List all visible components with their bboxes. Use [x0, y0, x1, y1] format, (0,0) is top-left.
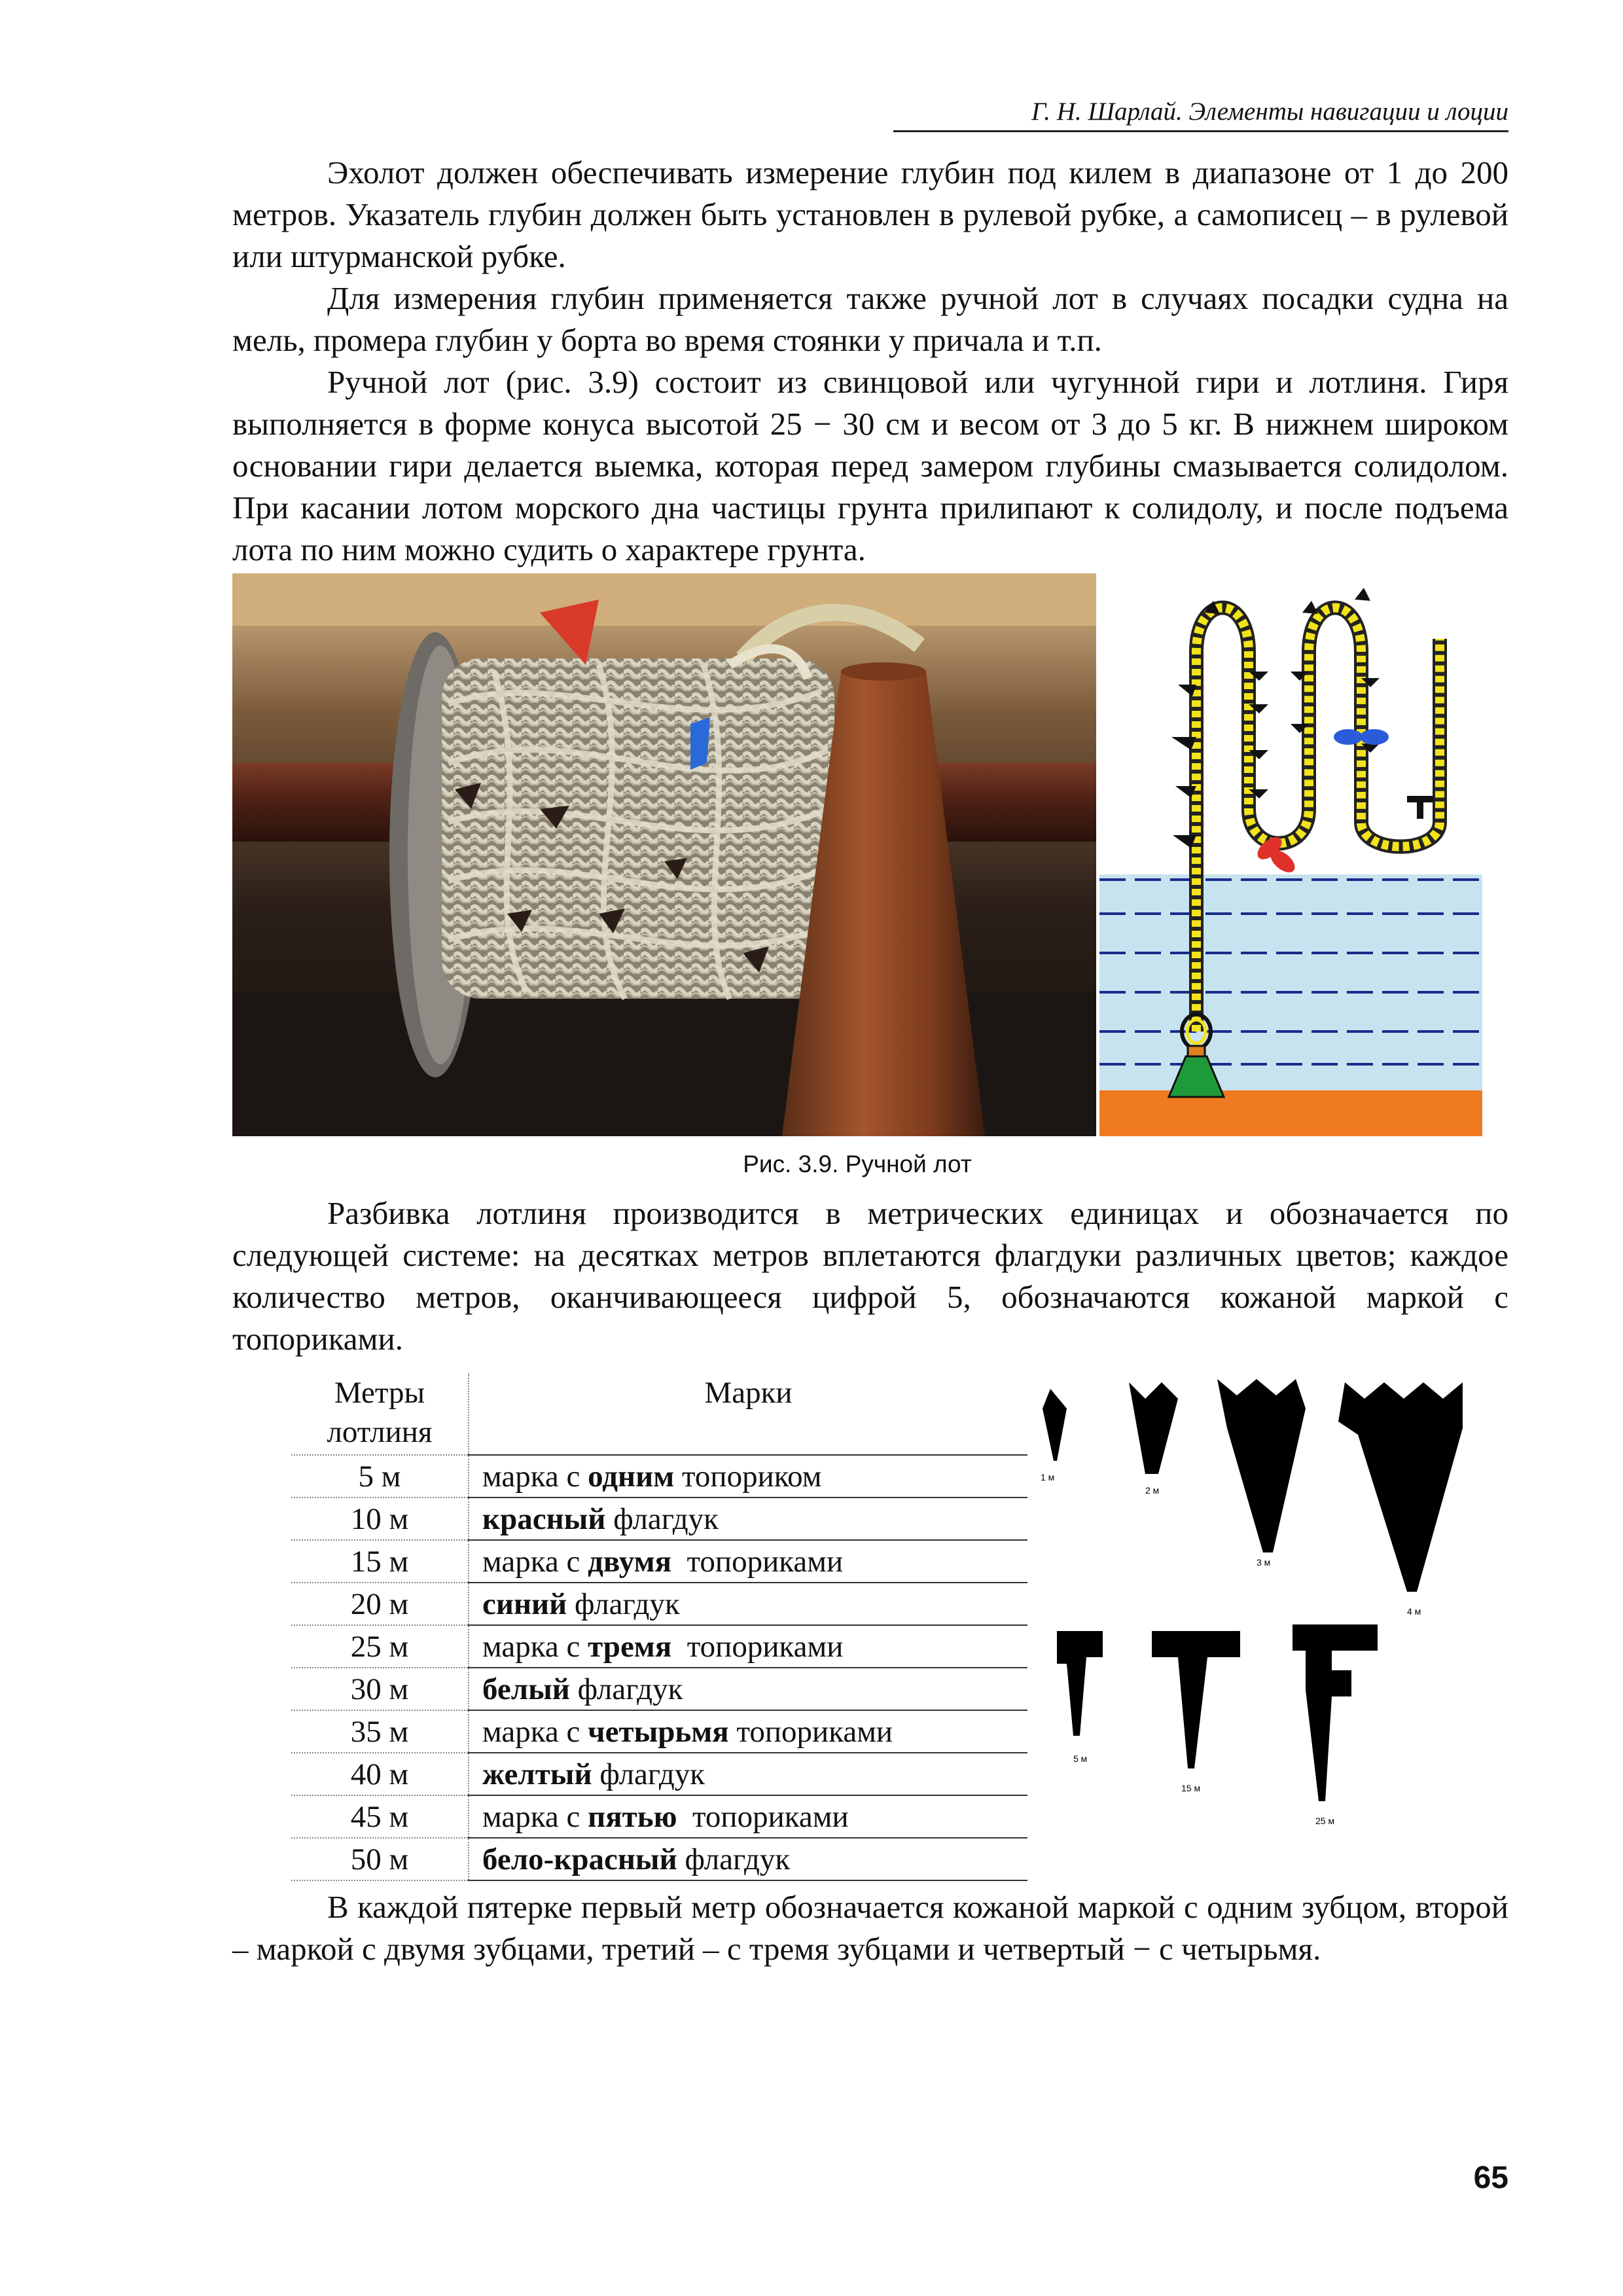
cell-mark	[469, 1540, 1027, 1583]
mark-label-1m: 1 м	[1041, 1472, 1055, 1482]
cell-mark	[469, 1753, 1027, 1795]
lead-line-diagram	[1099, 573, 1482, 1136]
mark-label-2m: 2 м	[1145, 1485, 1160, 1496]
table-row	[291, 1838, 1027, 1880]
mark-emphasis: желтый	[482, 1757, 592, 1791]
marks-table	[291, 1373, 1027, 1881]
cell-meters: 50 м	[291, 1838, 469, 1880]
cell-meters: 20 м	[291, 1583, 469, 1625]
cell-meters: 15 м	[291, 1540, 469, 1583]
paragraph-echo-sounder: Эхолот должен обеспечивать измерение глубин под килем в диапазоне от 1 до 200 метров. Указатель глубин должен быть установлен в рулевой рубке, а самописец – в рулевой или штурманской рубке.	[232, 154, 1508, 274]
column-header-meters: Метры лотлиня	[291, 1373, 469, 1455]
mark-emphasis: двумя	[588, 1544, 672, 1579]
mark-text: флагдук	[569, 1672, 683, 1706]
table-row	[291, 1795, 1027, 1838]
mark-15m-shape	[1152, 1631, 1240, 1768]
table-row	[291, 1668, 1027, 1710]
mark-4m-shape	[1338, 1382, 1463, 1592]
mark-text: флагдук	[592, 1757, 705, 1791]
hand-lead-photo	[232, 573, 1096, 1136]
mark-2m-shape	[1129, 1382, 1178, 1474]
paragraph-five-meter-marks: В каждой пятерке первый метр обозначается кожаной маркой с одним зубцом, второй – маркой с двумя зубцами, третий – с тремя зубцами и четвертый − с четырьмя.	[232, 1889, 1508, 1967]
table-row	[291, 1753, 1027, 1795]
mark-text: марка с	[482, 1544, 588, 1579]
mark-5m-shape	[1057, 1631, 1103, 1736]
cell-mark	[469, 1498, 1027, 1540]
cell-meters: 40 м	[291, 1753, 469, 1795]
mark-1m-shape	[1043, 1389, 1067, 1461]
mark-label-25m: 25 м	[1315, 1816, 1335, 1826]
cell-mark	[469, 1455, 1027, 1498]
mark-text: марка с	[482, 1799, 588, 1834]
cell-mark	[469, 1710, 1027, 1753]
leather-marks-figure	[1031, 1369, 1489, 1880]
cell-mark	[469, 1583, 1027, 1625]
mark-text: марка с	[482, 1459, 588, 1494]
mark-emphasis: белый	[482, 1672, 570, 1706]
running-header: Г. Н. Шарлай. Элементы навигации и лоции	[893, 97, 1508, 132]
figure-caption: Рис. 3.9. Ручной лот	[743, 1151, 972, 1177]
mark-3m-shape	[1217, 1379, 1306, 1552]
table-row	[291, 1498, 1027, 1540]
mark-label-5m: 5 м	[1073, 1753, 1088, 1764]
mark-emphasis: пятью	[588, 1799, 677, 1834]
mark-emphasis: красный	[482, 1501, 606, 1536]
page-number: 65	[1473, 2161, 1508, 2195]
cell-mark	[469, 1838, 1027, 1880]
cell-mark	[469, 1795, 1027, 1838]
mark-label-4m: 4 м	[1407, 1606, 1421, 1617]
table-row	[291, 1455, 1027, 1498]
mark-emphasis: тремя	[588, 1629, 672, 1664]
cell-meters: 45 м	[291, 1795, 469, 1838]
cell-meters: 10 м	[291, 1498, 469, 1540]
paragraph-hand-lead-description: Ручной лот (рис. 3.9) состоит из свинцовой или чугунной гири и лотлиня. Гиря выполняется в форме конуса высотой 25 − 30 см и весом от 3 до 5 кг. В нижнем широком основании гири делается выемка, которая перед замером глубины смазывается солидолом. При касании лотом морского дна частицы грунта прилипают к солидолу, и после подъема лота по ним можно судить о характере грунта.	[232, 364, 1508, 567]
paragraph-hand-lead-use: Для измерения глубин применяется также ручной лот в случаях посадки судна на мель, промера глубин у борта во время стоянки у причала и т.п.	[232, 280, 1508, 358]
mark-text: марка с	[482, 1629, 588, 1664]
mark-text: марка с	[482, 1714, 588, 1749]
table-row	[291, 1710, 1027, 1753]
mark-emphasis: бело-красный	[482, 1842, 677, 1876]
cell-mark	[469, 1625, 1027, 1668]
mark-label-15m: 15 м	[1181, 1783, 1201, 1793]
mark-text: топориками	[671, 1544, 844, 1579]
mark-emphasis: синий	[482, 1587, 567, 1621]
table-row	[291, 1625, 1027, 1668]
mark-emphasis: четырьмя	[588, 1714, 729, 1749]
mark-text: флагдук	[605, 1501, 719, 1536]
mark-text: флагдук	[567, 1587, 680, 1621]
mark-text: топориками	[677, 1799, 849, 1834]
mark-text: топориками	[728, 1714, 893, 1749]
table-row	[291, 1583, 1027, 1625]
mark-label-3m: 3 м	[1257, 1557, 1271, 1568]
mark-emphasis: одним	[588, 1459, 675, 1494]
paragraph-line-marking: Разбивка лотлиня производится в метрических единицах и обозначается по следующей системе: на десятках метров вплетаются флагдуки различных цветов; каждое количество метров, оканчивающееся цифрой 5, обозначаются кожаной маркой с топориками.	[232, 1195, 1508, 1357]
mark-text: флагдук	[677, 1842, 791, 1876]
column-header-marks: Марки	[469, 1373, 1027, 1455]
cell-meters: 5 м	[291, 1455, 469, 1498]
cell-meters: 30 м	[291, 1668, 469, 1710]
cell-meters: 35 м	[291, 1710, 469, 1753]
mark-text: топориком	[674, 1459, 822, 1494]
cell-mark	[469, 1668, 1027, 1710]
cell-meters: 25 м	[291, 1625, 469, 1668]
mark-25m-shape	[1293, 1624, 1378, 1801]
table-row	[291, 1540, 1027, 1583]
mark-text: топориками	[671, 1629, 844, 1664]
